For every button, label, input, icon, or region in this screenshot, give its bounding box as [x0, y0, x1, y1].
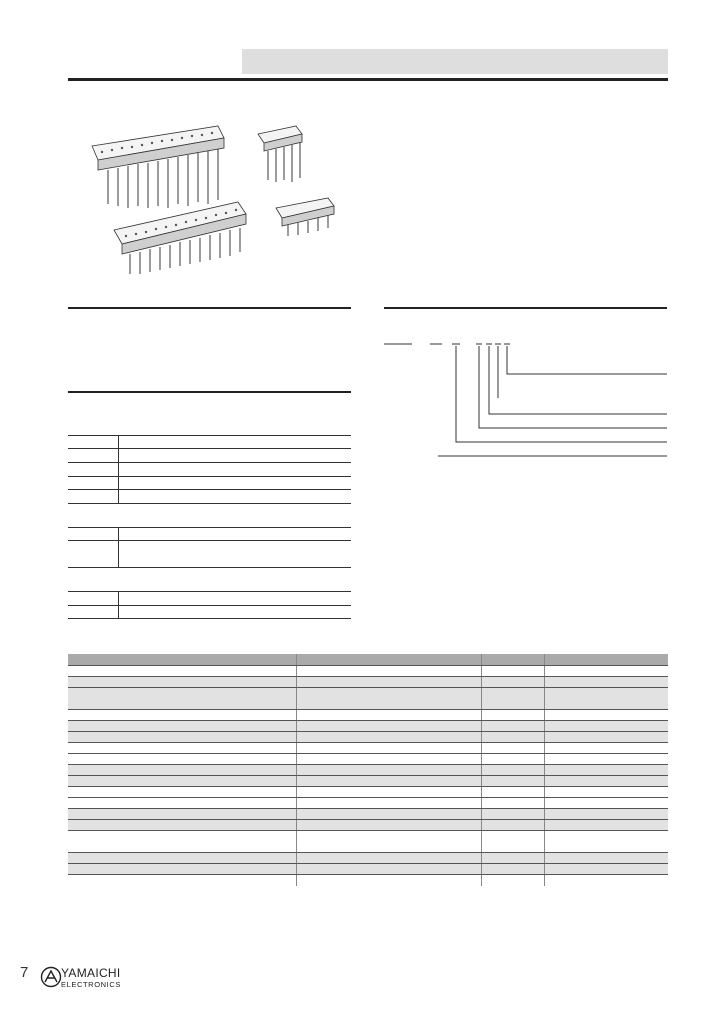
- table-row: [68, 688, 668, 710]
- brand-division: ELECTRONICS: [61, 980, 121, 989]
- socket-small-upper: [258, 126, 302, 182]
- table-row: [68, 864, 668, 875]
- specification-table: [68, 654, 668, 886]
- section-rule-ordering: [384, 307, 667, 309]
- section-rule-specifications: [68, 391, 351, 393]
- table-row: [68, 677, 668, 688]
- product-photo: [78, 108, 348, 288]
- socket-large-lower: [114, 202, 246, 274]
- table-row: [68, 710, 668, 721]
- table-row: [68, 853, 668, 864]
- table-row: [68, 721, 668, 732]
- part-number-diagram: [380, 338, 670, 462]
- socket-large-upper: [92, 126, 224, 208]
- socket-small-lower: [276, 198, 334, 236]
- yamaichi-logo-icon: [40, 966, 62, 988]
- table-row: [68, 798, 668, 809]
- table-row: [68, 776, 668, 787]
- header-rule: [68, 78, 668, 81]
- table-row: [68, 820, 668, 831]
- table-row: [68, 743, 668, 754]
- table-row: [68, 831, 668, 853]
- brand-name: YAMAICHI: [61, 966, 121, 980]
- page-number: 7: [20, 964, 29, 981]
- table-row: [68, 875, 668, 886]
- table-row: [68, 787, 668, 798]
- title-bar: [242, 49, 668, 74]
- table-row: [68, 809, 668, 820]
- table-row: [68, 732, 668, 743]
- table-header-row: [68, 654, 668, 666]
- section-rule-features: [68, 307, 351, 309]
- table-row: [68, 765, 668, 776]
- table-row: [68, 754, 668, 765]
- table-row: [68, 666, 668, 677]
